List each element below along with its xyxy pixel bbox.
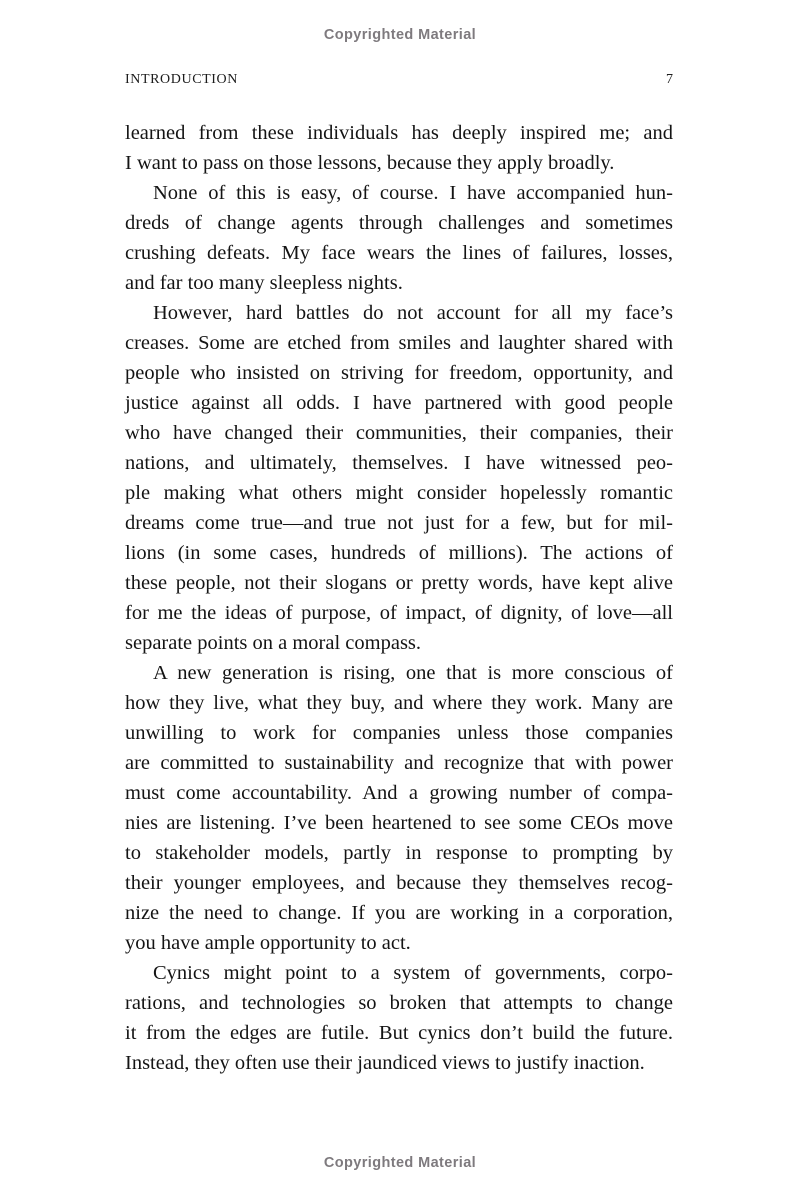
text-line: lions (in some cases, hundreds of millions). The actions of [125,542,673,564]
text-line: and far too many sleepless nights. [125,272,403,294]
page-header [125,72,673,88]
text-line: None of this is easy, of course. I have accompanied hun- [153,182,673,204]
text-line: how they live, what they buy, and where they work. Many are [125,692,673,714]
text-line: who have changed their communities, their companies, their [125,422,673,444]
text-line: these people, not their slogans or pretty words, have kept alive [125,572,673,594]
text-line: Instead, they often use their jaundiced views to justify inaction. [125,1052,645,1074]
paragraph [125,958,673,1078]
text-line: people who insisted on striving for freedom, opportunity, and [125,362,673,384]
text-line: must come accountability. And a growing number of compa- [125,782,673,804]
copyright-watermark-bottom: Copyrighted Material [323,1155,477,1171]
text-line: nies are listening. I’ve been heartened to see some CEOs move [125,812,673,834]
text-line: A new generation is rising, one that is more conscious of [153,662,673,684]
text-line: Cynics might point to a system of governments, corpo- [153,962,673,984]
paragraph [125,118,673,178]
text-line: to stakeholder models, partly in response to prompting by [125,842,673,864]
text-line: nations, and ultimately, themselves. I have witnessed peo- [125,452,673,474]
text-line: dreds of change agents through challenges and sometimes [125,212,673,234]
running-title: INTRODUCTION [125,72,238,87]
text-line: rations, and technologies so broken that attempts to change [125,992,673,1014]
text-line: you have ample opportunity to act. [125,932,411,954]
text-line: However, hard battles do not account for all my face’s [153,302,673,324]
text-line: ple making what others might consider hopelessly romantic [125,482,673,504]
text-line: nize the need to change. If you are working in a corporation, [125,902,673,924]
text-line: separate points on a moral compass. [125,632,422,654]
paragraph [125,658,673,958]
text-line: dreams come true—and true not just for a few, but for mil- [125,512,673,534]
text-line: learned from these individuals has deeply inspired me; and [125,122,673,144]
body-text [125,118,673,1078]
text-line: their younger employees, and because they themselves recog- [125,872,673,894]
text-line: for me the ideas of purpose, of impact, of dignity, of love—all [125,602,673,624]
paragraph [125,298,673,658]
text-line: creases. Some are etched from smiles and laughter shared with [125,332,673,354]
text-line: it from the edges are futile. But cynics don’t build the future. [125,1022,673,1044]
text-line: justice against all odds. I have partnered with good people [125,392,673,414]
copyright-watermark-top: Copyrighted Material [323,27,477,43]
text-line: crushing defeats. My face wears the lines of failures, losses, [125,242,673,264]
paragraph [125,178,673,298]
text-line: I want to pass on those lessons, because they apply broadly. [125,152,615,174]
text-line: are committed to sustainability and recognize that with power [125,752,673,774]
text-line: unwilling to work for companies unless those companies [125,722,673,744]
page-number: 7 [666,72,673,87]
